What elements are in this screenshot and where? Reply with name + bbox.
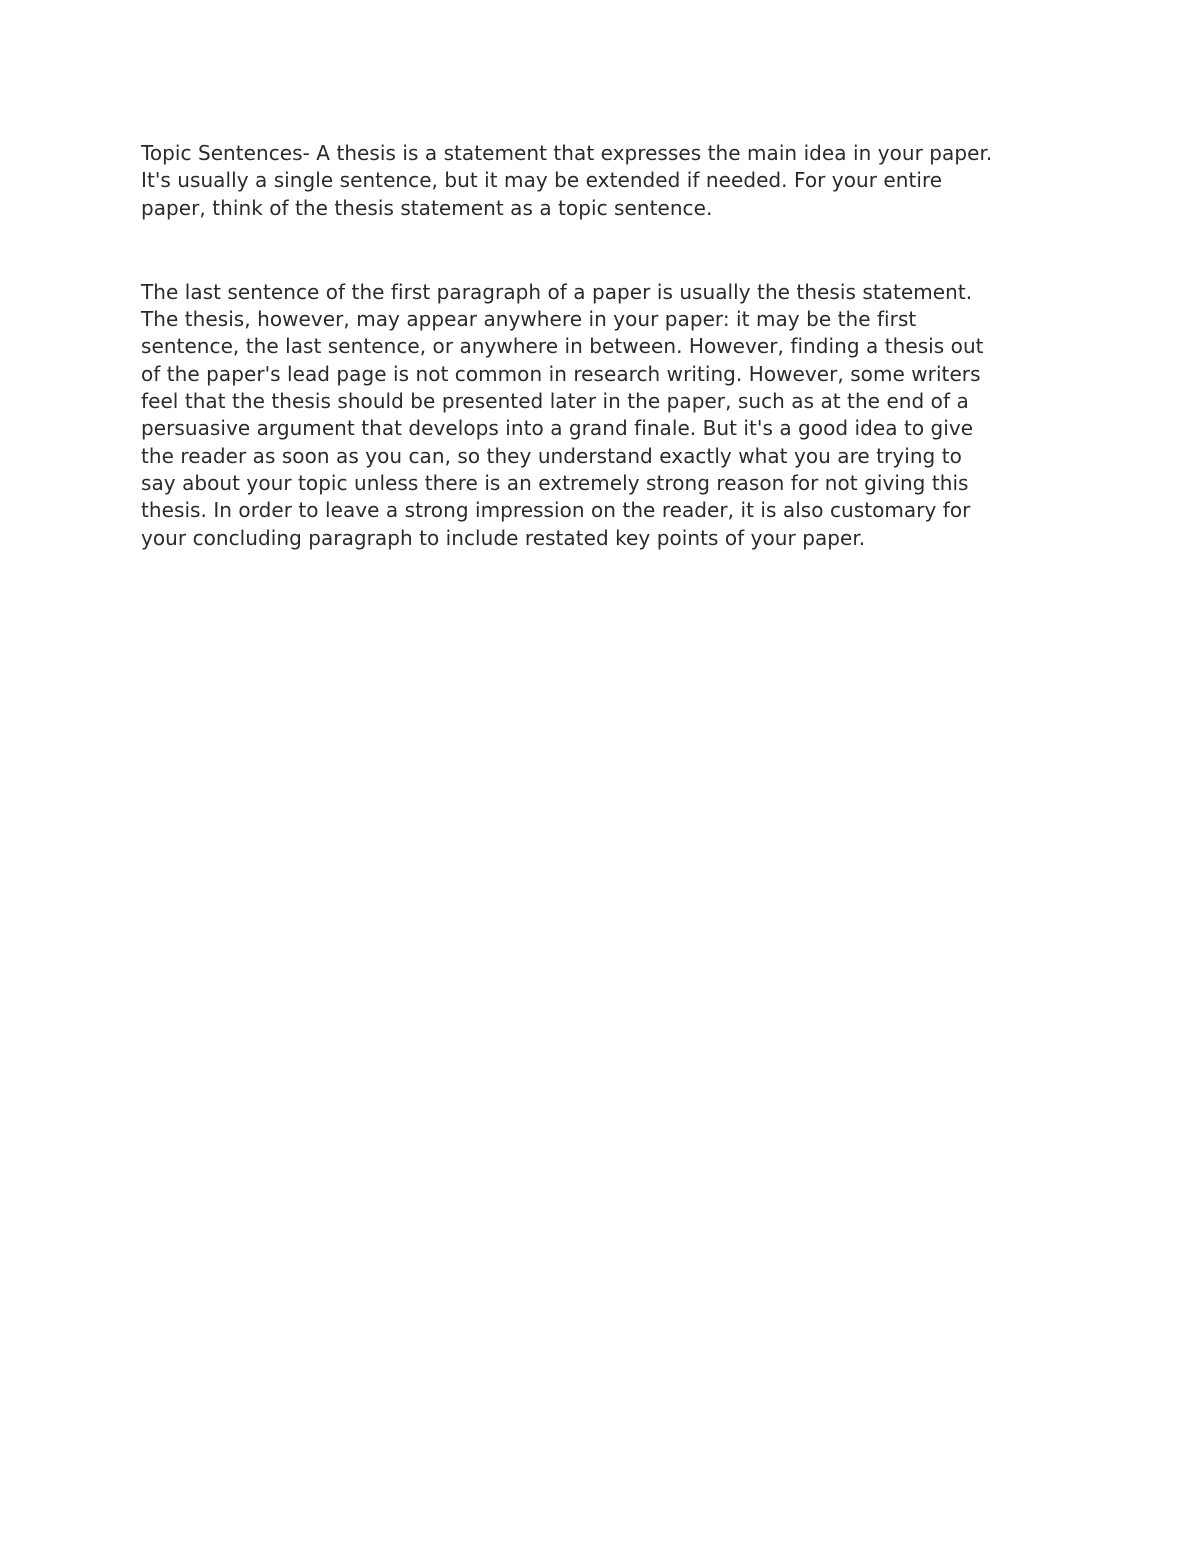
paragraph-line: paper, think of the thesis statement as a topic sentence. [141,195,713,220]
paragraph-line: The thesis, however, may appear anywhere in your paper: it may be the first [141,307,917,332]
paragraph-line: of the paper's lead page is not common in research writing. However, some writers [141,361,981,386]
paragraph-line: thesis. In order to leave a strong impression on the reader, it is also customary for [141,498,971,523]
paragraph-line: The last sentence of the first paragraph of a paper is usually the thesis statement. [141,279,973,304]
paragraph-line: persuasive argument that develops into a grand finale. But it's a good idea to give [141,416,974,441]
paragraph-line: feel that the thesis should be presented later in the paper, such as at the end of a [141,389,969,414]
paragraph-line: your concluding paragraph to include restated key points of your paper. [141,525,866,550]
paragraph-topic-sentences [141,140,1071,222]
paragraph-line: Topic Sentences- A thesis is a statement that expresses the main idea in your paper. [141,141,993,165]
paragraph-line: say about your topic unless there is an extremely strong reason for not giving this [141,470,969,495]
paragraph-line: sentence, the last sentence, or anywhere in between. However, finding a thesis out [141,334,984,359]
paragraph-line: the reader as soon as you can, so they understand exactly what you are trying to [141,443,962,468]
document-body [141,140,1071,552]
paragraph-line: It's usually a single sentence, but it may be extended if needed. For your entire [141,168,943,193]
paragraph-thesis-placement [141,279,1071,552]
